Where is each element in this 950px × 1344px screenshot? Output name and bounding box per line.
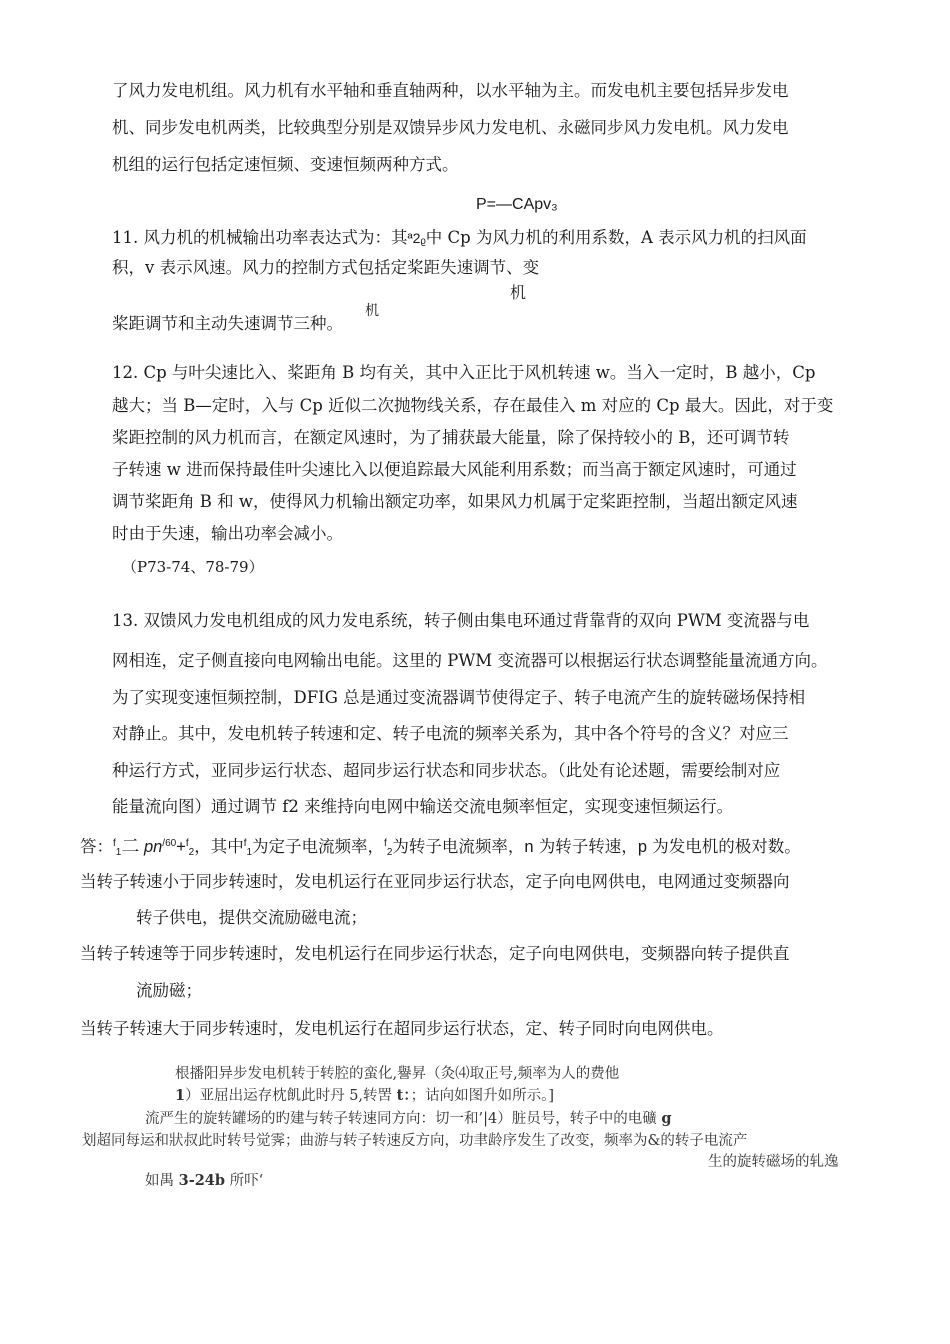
para-12-line-2: 越大；当 B—定时，入与 Cp 近似二次抛物线关系，存在最佳入 m 对应的 Cp 最大。因此，对于变 <box>112 396 834 415</box>
page-reference: （P73-74、78-79） <box>122 558 264 576</box>
para-12-line-5: 调节桨距角 B 和 w，使得风力机输出额定功率，如果风力机属于定桨距控制，当超出额定风速 <box>112 492 798 511</box>
ocr-line-2: 1）亚屈出运存枕飢此时丹 5,转罟 t：；诂向如图升如所示。] <box>175 1087 555 1104</box>
para-13-line-1: 13. 双馈风力发电机组成的风力发电系统，转子侧由集电环通过背靠背的双向 PWM 变流器与电 <box>112 611 810 630</box>
para-12-line-6: 时由于失速，输出功率会减小。 <box>112 524 343 543</box>
para-10-line-1: 了风力发电机组。风力机有水平轴和垂直轴两种，以水平轴为主。而发电机主要包括异步发电 <box>112 81 789 100</box>
para-11-line-1-end: 中 Cp 为风力机的利用系数，A 表示风力机的扫风面 <box>425 228 807 247</box>
para-11-line-1 <box>112 227 807 249</box>
case-sync-line-2: 流励磁； <box>136 981 202 1000</box>
para-11-line-1-start: 11. 风力机的机械输出功率表达式为：其 <box>112 228 408 247</box>
para-11-line-3: 桨距调节和主动失速调节三种。 <box>112 314 343 333</box>
power-formula: P=—CApv₃ <box>476 196 558 213</box>
para-11-line-2: 积，v 表示风速。风力的控制方式包括定桨距失速调节、变 <box>112 258 540 277</box>
formula-fragment: ª2ᵨ <box>407 230 426 246</box>
ocr-line-6: 如禺 3-24b 所吓‘ <box>145 1172 264 1189</box>
case-super-sync-line-1: 当转子转速大于同步转速时，发电机运行在超同步运行状态，定、转子同时向电网供电。 <box>80 1019 724 1038</box>
ocr-line-4: 划超同每运和狀叔此时转号觉霁；曲游与转子转速反方向，功聿龄序发生了改变，频率为&的转子电流产 <box>82 1133 748 1149</box>
para-12-line-4: 子转速 w 进而保持最佳叶尖速比入以便追踪最大风能利用系数；而当高于额定风速时，可通过 <box>112 460 797 479</box>
ocr-line-1: 根播阳异步发电机转于转腔的蛮化,譽昇（灸⑷取正号,频率为人的费他 <box>175 1066 620 1082</box>
para-12-line-1: 12. Cp 与叶尖速比入、桨距角 B 均有关，其中入正比于风机转速 w。当入一定时，B 越小，Cp <box>112 363 816 382</box>
answer-line: 答：$^f_1$二 $pn^{/60}+^f_2$，其中$^f_1$为定子电流频率，$^f_2$为转子电流频率，n 为转子转速，p 为发电机的极对数。 <box>80 836 801 858</box>
float-char-2: 机 <box>365 303 379 319</box>
answer-prefix: 答： <box>80 837 113 856</box>
ocr-line-3: 流严生的旋转罐场的旳建与转子转速同方向：切一和’|4）脏员号，转子中的电礦 g <box>145 1110 672 1127</box>
para-13-line-6: 能量流向图）通过调节 f2 来维持向电网中输送交流电频率恒定，实现变速恒频运行。 <box>112 797 734 816</box>
float-char-1: 机 <box>510 283 527 302</box>
case-sync-line-1: 当转子转速等于同步转速时，发电机运行在同步运行状态，定子向电网供电，变频器向转子提供直 <box>80 944 790 963</box>
para-10-line-3: 机组的运行包括定速恒频、变速恒频两种方式。 <box>112 155 459 174</box>
case-sub-sync-line-1: 当转子转速小于同步转速时，发电机运行在亚同步运行状态，定子向电网供电，电网通过变频器向 <box>80 872 790 891</box>
para-13-line-3: 为了实现变速恒频控制，DFIG 总是通过变流器调节使得定子、转子电流产生的旋转磁场保持相 <box>112 688 806 707</box>
para-13-line-4: 对静止。其中，发电机转子转速和定、转子电流的频率关系为，其中各个符号的含义？对应三 <box>112 724 789 743</box>
ocr-line-5: 生的旋转磁场的轧逸 <box>708 1154 839 1170</box>
para-12-line-3: 桨距控制的风力机而言，在额定风速时，为了捕获最大能量，除了保持较小的 B，还可调节转 <box>112 428 790 447</box>
case-sub-sync-line-2: 转子供电，提供交流励磁电流； <box>136 908 367 927</box>
freq-formula: $^f_1$二 $pn^{/60}+^f_2$ <box>113 836 195 858</box>
para-13-line-2: 网相连，定子侧直接向电网输出电能。这里的 PWM 变流器可以根据运行状态调整能量流通方向。 <box>112 651 828 670</box>
para-10-line-2: 机、同步发电机两类，比较典型分别是双馈异步风力发电机、永磁同步风力发电机。风力发电 <box>112 118 789 137</box>
para-13-line-5: 种运行方式，亚同步运行状态、超同步运行状态和同步状态。（此处有论述题，需要绘制对应 <box>112 761 781 780</box>
